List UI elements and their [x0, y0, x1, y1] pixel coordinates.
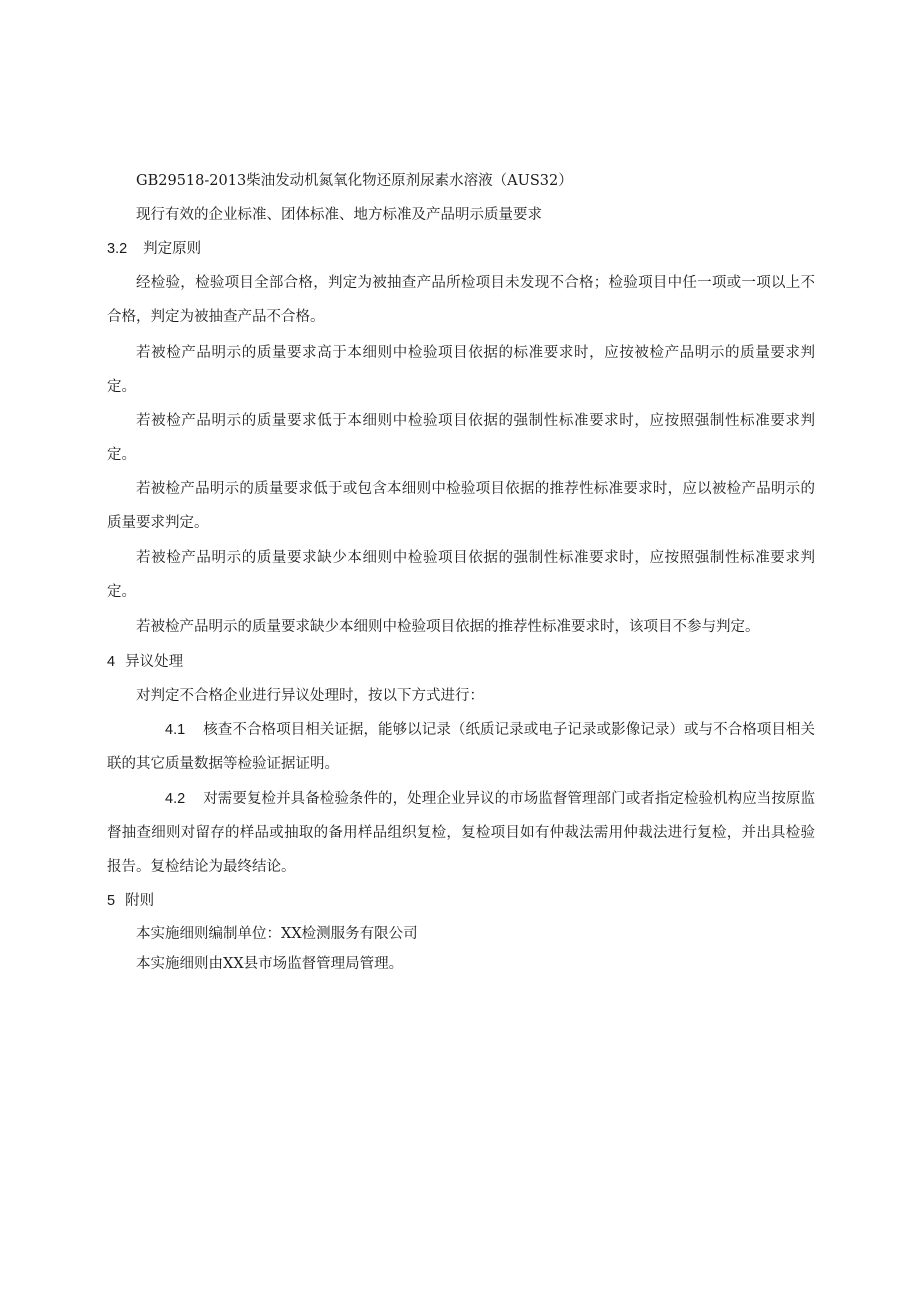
section-title: 附则 — [125, 893, 155, 909]
section-number: 4 — [107, 654, 116, 670]
section-3-2-heading — [107, 232, 815, 266]
section-4-heading — [107, 645, 815, 679]
subsection-text: 核查不合格项目相关证据，能够以记录（纸质记录或电子记录或影像记录）或与不合格项目相关联的其它质量数据等检验证据证明。 — [107, 722, 815, 772]
subsection-number: 4.2 — [165, 791, 186, 807]
compiler-line: 本实施细则编制单位：XX检测服务有限公司 — [136, 926, 418, 942]
subsection-number: 4.1 — [165, 722, 186, 738]
section-number: 3.2 — [107, 241, 128, 257]
judgment-paragraph: 若被检产品明示的质量要求缺少本细则中检验项目依据的推荐性标准要求时，该项目不参与判定。 — [136, 619, 760, 635]
judgment-paragraph: 经检验，检验项目全部合格，判定为被抽查产品所检项目未发现不合格；检验项目中任一项或一项以上不合格，判定为被抽查产品不合格。 — [107, 275, 815, 325]
judgment-paragraph: 若被检产品明示的质量要求缺少本细则中检验项目依据的强制性标准要求时，应按照强制性标准要求判定。 — [107, 550, 815, 600]
section-5-heading — [107, 884, 815, 918]
section-title: 判定原则 — [143, 241, 202, 257]
manager-line: 本实施细则由XX县市场监督管理局管理。 — [136, 956, 404, 972]
section-title: 异议处理 — [125, 654, 184, 670]
subsection-text: 对需要复检并具备检验条件的，处理企业异议的市场监督管理部门或者指定检验机构应当按原监督抽查细则对留存的样品或抽取的备用样品组织复检，复检项目如有仲裁法需用仲裁法进行复检，并出具检验报告。复检结论为最终结论。 — [107, 791, 815, 875]
subsection-4-1 — [107, 713, 815, 781]
subsection-4-2 — [107, 782, 815, 884]
standard-reference: GB29518-2013柴油发动机氮氧化物还原剂尿素水溶液（AUS32） — [136, 173, 573, 189]
objection-intro: 对判定不合格企业进行异议处理时，按以下方式进行： — [136, 688, 484, 704]
current-standards-line: 现行有效的企业标准、团体标准、地方标准及产品明示质量要求 — [136, 207, 542, 223]
section-number: 5 — [107, 893, 116, 909]
judgment-paragraph: 若被检产品明示的质量要求低于本细则中检验项目依据的强制性标准要求时，应按照强制性标准要求判定。 — [107, 413, 815, 463]
judgment-paragraph: 若被检产品明示的质量要求低于或包含本细则中检验项目依据的推荐性标准要求时，应以被检产品明示的质量要求判定。 — [107, 481, 815, 531]
judgment-paragraph: 若被检产品明示的质量要求高于本细则中检验项目依据的标准要求时，应按被检产品明示的质量要求判定。 — [107, 345, 815, 395]
